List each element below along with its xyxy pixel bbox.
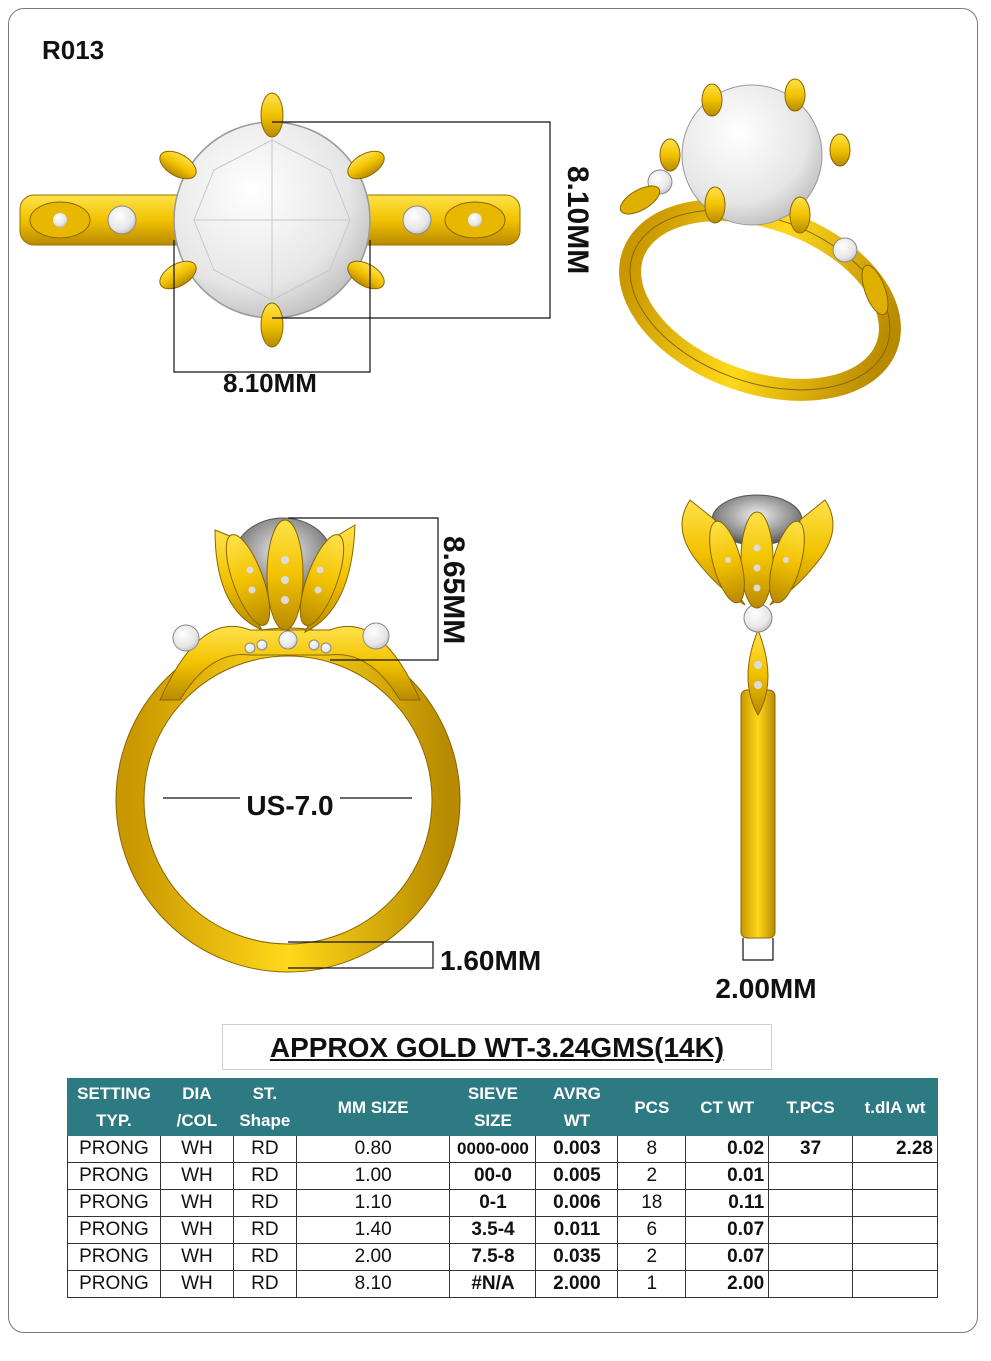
stone-table bbox=[67, 1078, 938, 1298]
cell-shape: RD bbox=[233, 1136, 296, 1163]
side-stones-right bbox=[403, 202, 505, 238]
cell-mm: 1.00 bbox=[296, 1163, 450, 1190]
cell-empty bbox=[853, 1271, 938, 1298]
gold-weight-box bbox=[222, 1024, 772, 1070]
cell-col: WH bbox=[160, 1136, 233, 1163]
cell-avrg: 0.035 bbox=[536, 1244, 618, 1271]
cell-ct: 0.11 bbox=[686, 1190, 769, 1217]
cell-col: WH bbox=[160, 1190, 233, 1217]
header-pcs: PCS bbox=[618, 1079, 686, 1136]
header-ct: CT WT bbox=[686, 1079, 769, 1136]
cell-empty bbox=[853, 1190, 938, 1217]
header-shape: ST. Shape bbox=[233, 1079, 296, 1136]
design-code: R013 bbox=[42, 35, 105, 65]
cell-col: WH bbox=[160, 1271, 233, 1298]
cell-empty bbox=[853, 1163, 938, 1190]
cell-pcs: 18 bbox=[618, 1190, 686, 1217]
cell-col: WH bbox=[160, 1244, 233, 1271]
cell-shape: RD bbox=[233, 1190, 296, 1217]
cell-empty bbox=[853, 1217, 938, 1244]
cell-shape: RD bbox=[233, 1217, 296, 1244]
cell-avrg: 0.006 bbox=[536, 1190, 618, 1217]
cell-avrg: 0.005 bbox=[536, 1163, 618, 1190]
header-col: DIA /COL bbox=[160, 1079, 233, 1136]
cell-ct: 0.07 bbox=[686, 1244, 769, 1271]
cell-sieve: 0-1 bbox=[450, 1190, 536, 1217]
cell-pcs: 2 bbox=[618, 1163, 686, 1190]
band-width-dim: 2.00MM bbox=[715, 973, 817, 1004]
table-row bbox=[68, 1136, 938, 1163]
cell-setting: PRONG bbox=[68, 1136, 161, 1163]
perspective-view bbox=[605, 79, 915, 423]
ring-size-dim: US-7.0 bbox=[246, 790, 334, 821]
cell-setting: PRONG bbox=[68, 1163, 161, 1190]
table-row bbox=[68, 1271, 938, 1298]
cell-empty bbox=[769, 1163, 853, 1190]
cell-ct: 0.07 bbox=[686, 1217, 769, 1244]
table-row bbox=[68, 1190, 938, 1217]
front-height-dim: 8.65MM bbox=[437, 535, 470, 645]
cell-empty bbox=[769, 1271, 853, 1298]
gold-weight-label: APPROX GOLD WT-3.24GMS(14K) bbox=[269, 1032, 725, 1063]
cell-shape: RD bbox=[233, 1163, 296, 1190]
cell-shape: RD bbox=[233, 1244, 296, 1271]
table-row bbox=[68, 1217, 938, 1244]
cell-empty bbox=[769, 1217, 853, 1244]
cell-col: WH bbox=[160, 1217, 233, 1244]
table-header-row bbox=[68, 1079, 938, 1136]
cell-mm: 1.40 bbox=[296, 1217, 450, 1244]
cell-sieve: 7.5-8 bbox=[450, 1244, 536, 1271]
cell-mm: 1.10 bbox=[296, 1190, 450, 1217]
header-setting: SETTING TYP. bbox=[68, 1079, 161, 1136]
cell-pcs: 2 bbox=[618, 1244, 686, 1271]
cell-sieve: #N/A bbox=[450, 1271, 536, 1298]
top-horizontal-dim: 8.10MM bbox=[223, 368, 317, 398]
cell-total-pcs: 37 bbox=[769, 1136, 853, 1163]
cell-setting: PRONG bbox=[68, 1217, 161, 1244]
cell-mm: 8.10 bbox=[296, 1271, 450, 1298]
cell-mm: 2.00 bbox=[296, 1244, 450, 1271]
cell-pcs: 1 bbox=[618, 1271, 686, 1298]
header-tpcs: T.PCS bbox=[769, 1079, 853, 1136]
cell-shape: RD bbox=[233, 1271, 296, 1298]
cell-mm: 0.80 bbox=[296, 1136, 450, 1163]
cell-setting: PRONG bbox=[68, 1190, 161, 1217]
cell-avrg: 0.011 bbox=[536, 1217, 618, 1244]
top-vertical-dim: 8.10MM bbox=[561, 165, 594, 275]
cell-setting: PRONG bbox=[68, 1271, 161, 1298]
front-view bbox=[116, 518, 541, 976]
table-row bbox=[68, 1244, 938, 1271]
cell-sieve: 0000-000 bbox=[450, 1136, 536, 1163]
cell-total-dia-wt: 2.28 bbox=[853, 1136, 938, 1163]
cell-pcs: 6 bbox=[618, 1217, 686, 1244]
cell-empty bbox=[853, 1244, 938, 1271]
header-sieve: SIEVE SIZE bbox=[450, 1079, 536, 1136]
cell-pcs: 8 bbox=[618, 1136, 686, 1163]
cell-setting: PRONG bbox=[68, 1244, 161, 1271]
header-mm: MM SIZE bbox=[296, 1079, 450, 1136]
cell-ct: 2.00 bbox=[686, 1271, 769, 1298]
side-view bbox=[682, 495, 833, 1004]
table-row bbox=[68, 1163, 938, 1190]
cell-sieve: 00-0 bbox=[450, 1163, 536, 1190]
cell-col: WH bbox=[160, 1163, 233, 1190]
cell-empty bbox=[769, 1244, 853, 1271]
cell-sieve: 3.5-4 bbox=[450, 1217, 536, 1244]
cell-empty bbox=[769, 1190, 853, 1217]
header-tdia: t.dIA wt bbox=[853, 1079, 938, 1136]
cell-ct: 0.02 bbox=[686, 1136, 769, 1163]
header-avrg: AVRG WT bbox=[536, 1079, 618, 1136]
top-view bbox=[20, 93, 594, 398]
cell-avrg: 0.003 bbox=[536, 1136, 618, 1163]
cell-ct: 0.01 bbox=[686, 1163, 769, 1190]
band-thickness-dim: 1.60MM bbox=[440, 945, 542, 976]
cell-avrg: 2.000 bbox=[536, 1271, 618, 1298]
